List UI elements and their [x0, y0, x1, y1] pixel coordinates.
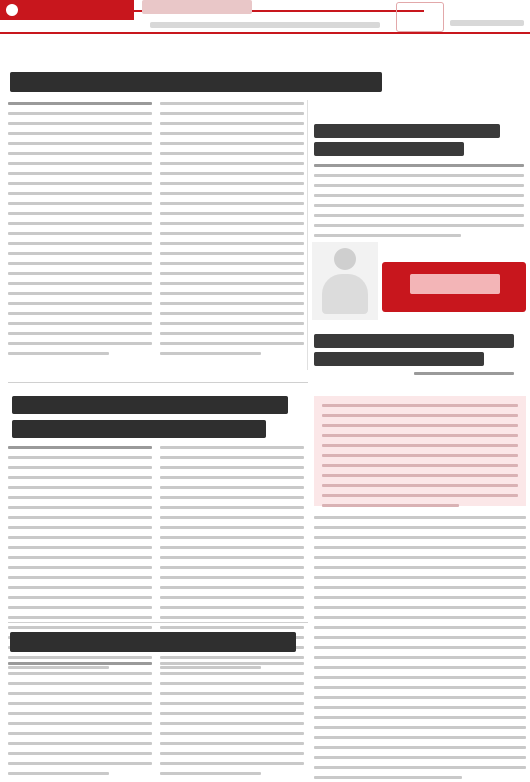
masthead	[0, 0, 530, 34]
column-callout	[382, 262, 526, 312]
editorial-text	[322, 404, 518, 514]
article-1-headline	[10, 72, 382, 92]
article-2-headline-line-2	[12, 420, 266, 438]
issue-date	[450, 20, 524, 26]
logo-mark-icon	[6, 4, 18, 16]
commentary-illustration	[312, 242, 378, 320]
masthead-rule	[0, 32, 530, 34]
section-title	[142, 0, 252, 14]
editorial-box	[314, 396, 526, 506]
article-3-column-2	[160, 662, 304, 782]
commentary-byline	[414, 372, 514, 382]
callout-label	[410, 274, 500, 294]
article-2-headline-line-1	[12, 396, 288, 414]
sidebar-article-body	[314, 164, 524, 244]
commentary-headline-line-1	[314, 334, 514, 348]
editor-credits	[150, 22, 380, 28]
article-3-headline	[10, 632, 296, 652]
article-1-column-1	[8, 102, 152, 362]
article-3-column-1	[8, 662, 152, 782]
page-number	[396, 2, 444, 32]
sidebar-article-headline-line-2	[314, 142, 464, 156]
brand-logo	[0, 0, 134, 20]
commentary-body	[314, 516, 526, 782]
figure-body	[322, 274, 368, 314]
article-divider	[8, 622, 308, 623]
article-1-column-2	[160, 102, 304, 362]
sidebar-article-headline-line-1	[314, 124, 500, 138]
article-divider	[8, 382, 308, 383]
commentary-headline-line-2	[314, 352, 484, 366]
column-divider	[307, 100, 308, 370]
figure-head	[334, 248, 356, 270]
